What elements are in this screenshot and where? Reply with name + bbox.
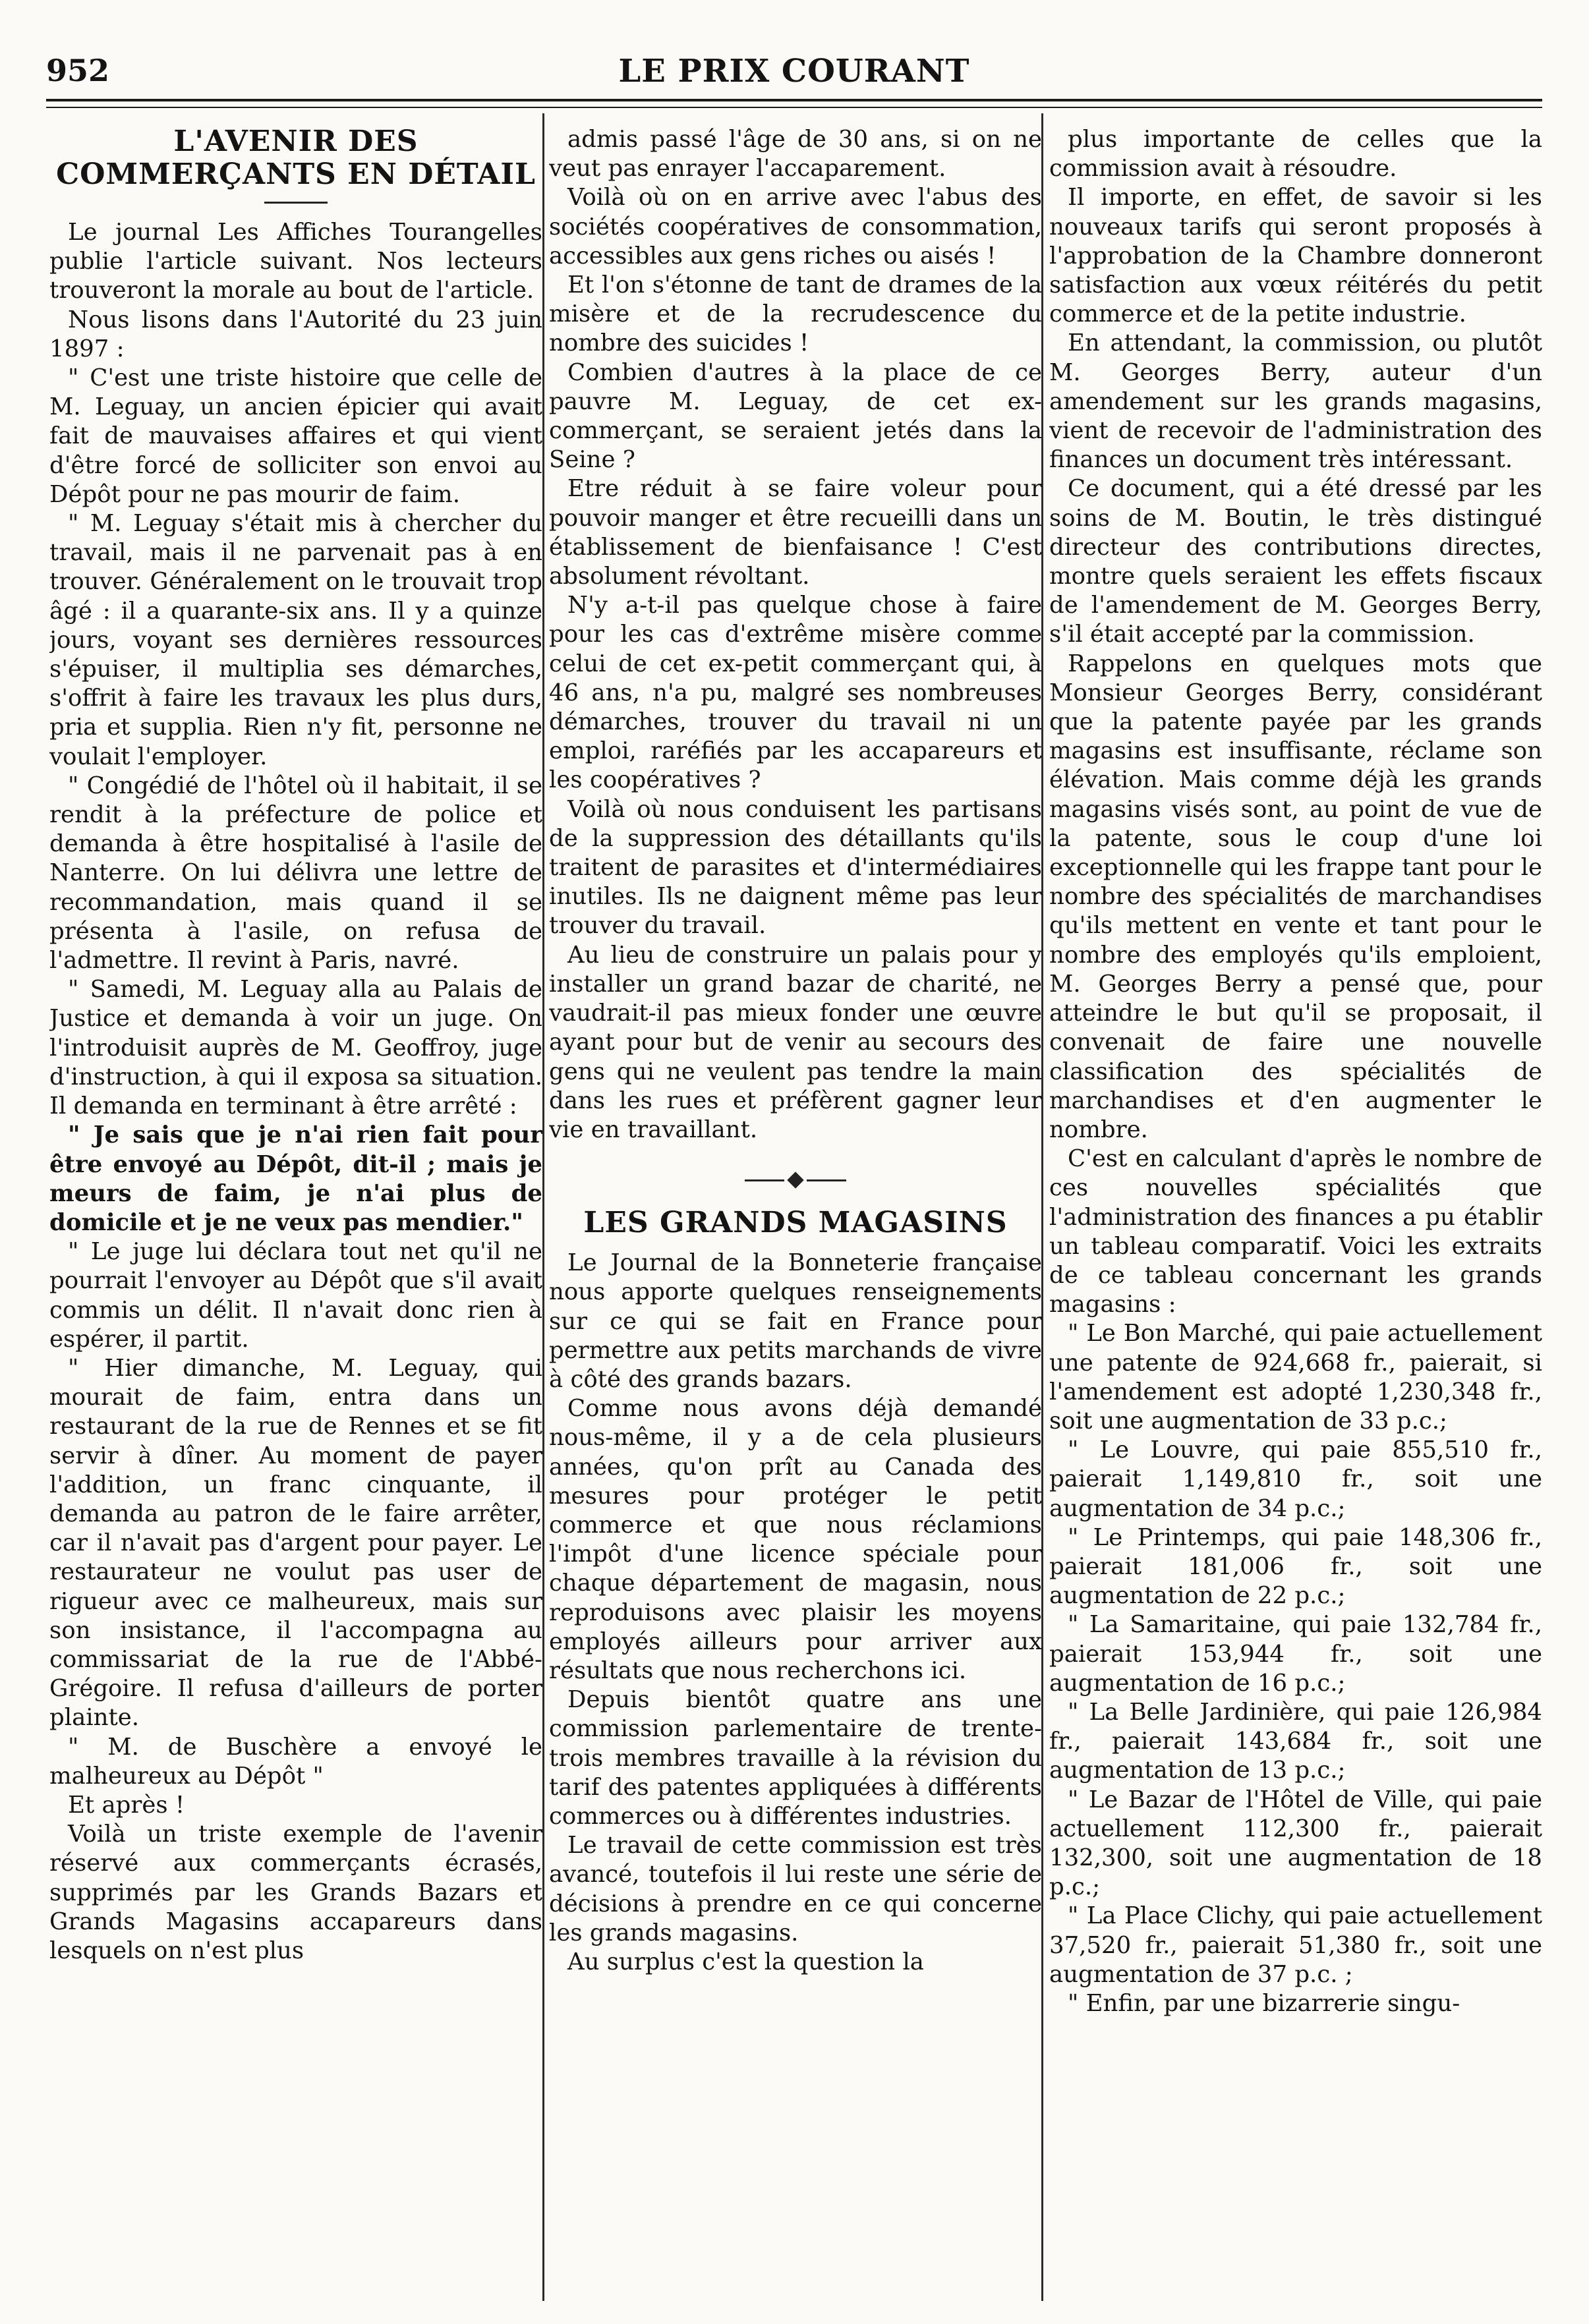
paragraph: Le travail de cette commission est très avancé, toutefois il lui reste une série de décisions à prendre en ce qui concerne les grands magasins. bbox=[549, 1832, 1042, 1946]
paragraph: " Enfin, par une bizarrerie singu- bbox=[1068, 1990, 1460, 2017]
section-ornament bbox=[549, 1162, 1042, 1195]
paragraph: " M. de Buschère a envoyé le malheureux au Dépôt " bbox=[49, 1733, 542, 1790]
paragraph: " Je sais que je n'ai rien fait pour être envoyé au Dépôt, dit-il ; mais je meurs de faim, je n'ai plus de domicile et je ne veux pas mendier." bbox=[49, 1121, 542, 1236]
paragraph: " Le Louvre, qui paie 855,510 fr., paierait 1,149,810 fr., soit une augmentation de 34 p.c.; bbox=[1049, 1436, 1542, 1522]
paragraph: Ce document, qui a été dressé par les soins de M. Boutin, le très distingué directeur des contributions directes, montre quels seraient les effets fiscaux de l'amendement de M. Georges Berry, s'il était accepté par la commission. bbox=[1049, 475, 1542, 648]
paragraph: Au surplus c'est la question la bbox=[567, 1948, 924, 1975]
paragraph: Le Journal de la Bonneterie française nous apporte quelques renseignements sur ce qui se fait en France pour permettre aux petits marchands de vivre à côté des grands bazars. bbox=[549, 1249, 1042, 1393]
page-header bbox=[46, 53, 1542, 99]
paragraph: Il importe, en effet, de savoir si les nouveaux tarifs qui seront proposés à l'approbation de la Chambre donneront satisfaction aux vœux réitérés du petit commerce et de la petite industrie. bbox=[1049, 184, 1542, 328]
article-title: L'AVENIR DES COMMERÇANTS EN DÉTAIL bbox=[56, 125, 536, 191]
paragraph: " Le Printemps, qui paie 148,306 fr., paierait 181,006 fr., soit une augmentation de 22 p.c.; bbox=[1049, 1523, 1542, 1610]
paragraph: " Le Bazar de l'Hôtel de Ville, qui paie actuellement 112,300 fr., paierait 132,300, soit une augmentation de 18 p.c.; bbox=[1049, 1786, 1542, 1901]
paragraph: " La Samaritaine, qui paie 132,784 fr., paierait 153,944 fr., soit une augmentation de 16 p.c.; bbox=[1049, 1611, 1542, 1697]
paragraph: Et après ! bbox=[68, 1791, 185, 1819]
page-number: 952 bbox=[46, 53, 110, 88]
header-rule-thick bbox=[46, 99, 1542, 101]
paragraph: Voilà un triste exemple de l'avenir réservé aux commerçants écrasés, supprimés par les Grands Bazars et Grands Magasins accapareurs dans lesquels on n'est plus bbox=[49, 1821, 542, 1964]
header-rule-thin bbox=[46, 107, 1542, 108]
article-title: LES GRANDS MAGASINS bbox=[583, 1206, 1008, 1240]
paragraph: Rappelons en quelques mots que Monsieur Georges Berry, considérant que la patente payée par les grands magasins est insuffisante, réclame son élévation. Mais comme déjà les grands magasins visés sont, au point de vue de la patente, sous le coup d'une loi exceptionnelle qui les frappe tant pour le nombre des spécialités de marchandises qu'ils mettent en vente et tant pour le nombre des employés qu'ils emploient, M. Georges Berry a pensé que, pour atteindre le but qu'il se proposait, il convenait de faire une nouvelle classification des spécialités de marchandises et d'en augmenter le nombre. bbox=[1049, 650, 1542, 1143]
paragraph: " Le Bon Marché, qui paie actuellement une patente de 924,668 fr., paierait, si l'amendement est adopté 1,230,348 fr., soit une augmentation de 33 p.c.; bbox=[1049, 1320, 1542, 1434]
title-separator bbox=[264, 202, 328, 204]
journal-title: LE PRIX COURANT bbox=[618, 53, 970, 90]
paragraph: " C'est une triste histoire que celle de M. Leguay, un ancien épicier qui avait fait de mauvaises affaires et qui vient d'être forcé de solliciter son envoi au Dépôt pour ne pas mourir de faim. bbox=[49, 364, 542, 508]
paragraph: Voilà où nous conduisent les partisans de la suppression des détaillants qu'ils traitent de parasites et d'intermédiaires inutiles. Ils ne daignent même pas leur trouver du travail. bbox=[549, 795, 1042, 940]
paragraph: Le journal Les Affiches Tourangelles publie l'article suivant. Nos lecteurs trouveront la morale au bout de l'article. bbox=[49, 219, 542, 304]
paragraph: admis passé l'âge de 30 ans, si on ne veut pas enrayer l'accaparement. bbox=[549, 126, 1042, 183]
column-3 bbox=[1049, 125, 1542, 2300]
paragraph: Et l'on s'étonne de tant de drames de la misère et de la recrudescence du nombre des suicides ! bbox=[549, 271, 1042, 357]
paragraph: " M. Leguay s'était mis à chercher du travail, mais il ne parvenait pas à en trouver. Généralement on le trouvait trop âgé : il a quarante-six ans. Il y a quinze jours, voyant ses dernières ressources s'épuiser, il multiplia ses démarches, s'offrit à faire les travaux les plus durs, pria et supplia. Rien n'y fit, personne ne voulait l'employer. bbox=[49, 510, 542, 770]
paragraph: Depuis bientôt quatre ans une commission parlementaire de trente-trois membres travaille à la révision du tarif des patentes appliquées à différents commerces ou à différentes industries. bbox=[549, 1686, 1042, 1830]
paragraph: " Le juge lui déclara tout net qu'il ne pourrait l'envoyer au Dépôt que s'il avait commis un délit. Il n'avait donc rien à espérer, il partit. bbox=[49, 1238, 542, 1353]
paragraph: Nous lisons dans l'Autorité du 23 juin 1897 : bbox=[49, 306, 542, 362]
paragraph: En attendant, la commission, ou plutôt M. Georges Berry, auteur d'un amendement sur les grands magasins, vient de recevoir de l'administration des finances un document très intéressant. bbox=[1049, 329, 1542, 474]
paragraph: " La Belle Jardinière, qui paie 126,984 fr., paierait 143,684 fr., soit une augmentation de 13 p.c.; bbox=[1049, 1698, 1542, 1784]
paragraph: N'y a-t-il pas quelque chose à faire pour les cas d'extrême misère comme celui de cet ex-petit commerçant qui, à 46 ans, n'a pu, malgré ses nombreuses démarches, trouver du travail ni un emploi, raréfiés par les accapareurs et les coopératives ? bbox=[549, 592, 1042, 794]
paragraph: " Hier dimanche, M. Leguay, qui mourait de faim, entra dans un restaurant de la rue de Rennes et se fit servir à dîner. Au moment de payer l'addition, un franc cinquante, il demanda au patron de le faire arrêter, car il n'avait pas d'argent pour payer. Le restaurateur ne voulut pas user de rigueur avec ce malheureux, mais sur son insistance, il l'accompagna au commissariat de la rue de l'Abbé-Grégoire. Il refusa d'ailleurs de porter plainte. bbox=[49, 1354, 542, 1732]
paragraph: plus importante de celles que la commission avait à résoudre. bbox=[1049, 126, 1542, 183]
column-2 bbox=[549, 125, 1042, 2300]
paragraph: " Congédié de l'hôtel où il habitait, il se rendit à la préfecture de police et demanda à être hospitalisé à l'asile de Nanterre. On lui délivra une lettre de recommandation, mais quand il se présenta à l'asile, on refusa de l'admettre. Il revint à Paris, navré. bbox=[49, 772, 542, 975]
paragraph: Combien d'autres à la place de ce pauvre M. Leguay, de cet ex-commerçant, se seraient jetés dans la Seine ? bbox=[549, 358, 1042, 474]
column-divider bbox=[542, 113, 544, 2301]
paragraph: Au lieu de construire un palais pour y installer un grand bazar de charité, ne vaudrait-il pas mieux fonder une œuvre ayant pour but de venir au secours des gens qui ne veulent pas tendre la main dans les rues et préfèrent gagner leur vie en travaillant. bbox=[549, 941, 1042, 1143]
paragraph: Comme nous avons déjà demandé nous-même, il y a de cela plusieurs années, qu'on prît au Canada des mesures pour protéger le petit commerce et que nous réclamions l'impôt d'une licence spéciale pour chaque département de magasin, nous reproduisons avec plaisir les moyens employés ailleurs pour arriver aux résultats que nous recherchons ici. bbox=[549, 1395, 1042, 1684]
paragraph: Voilà où on en arrive avec l'abus des sociétés coopératives de consommation, accessibles aux gens riches ou aisés ! bbox=[549, 184, 1042, 269]
paragraph: " La Place Clichy, qui paie actuellement 37,520 fr., paierait 51,380 fr., soit une augmentation de 37 p.c. ; bbox=[1049, 1902, 1542, 1988]
column-1 bbox=[49, 125, 542, 2300]
paragraph: C'est en calculant d'après le nombre de ces nouvelles spécialités que l'administration des finances a pu établir un tableau comparatif. Voici les extraits de ce tableau concernant les grands magasins : bbox=[1049, 1145, 1542, 1318]
paragraph: " Samedi, M. Leguay alla au Palais de Justice et demanda à voir un juge. On l'introduisit auprès de M. Geoffroy, juge d'instruction, à qui il exposa sa situation. Il demanda en terminant à être arrêté : bbox=[49, 976, 542, 1120]
paragraph: Etre réduit à se faire voleur pour pouvoir manger et être recueilli dans un établissement de bienfaisance ! C'est absolument révoltant. bbox=[549, 475, 1042, 590]
